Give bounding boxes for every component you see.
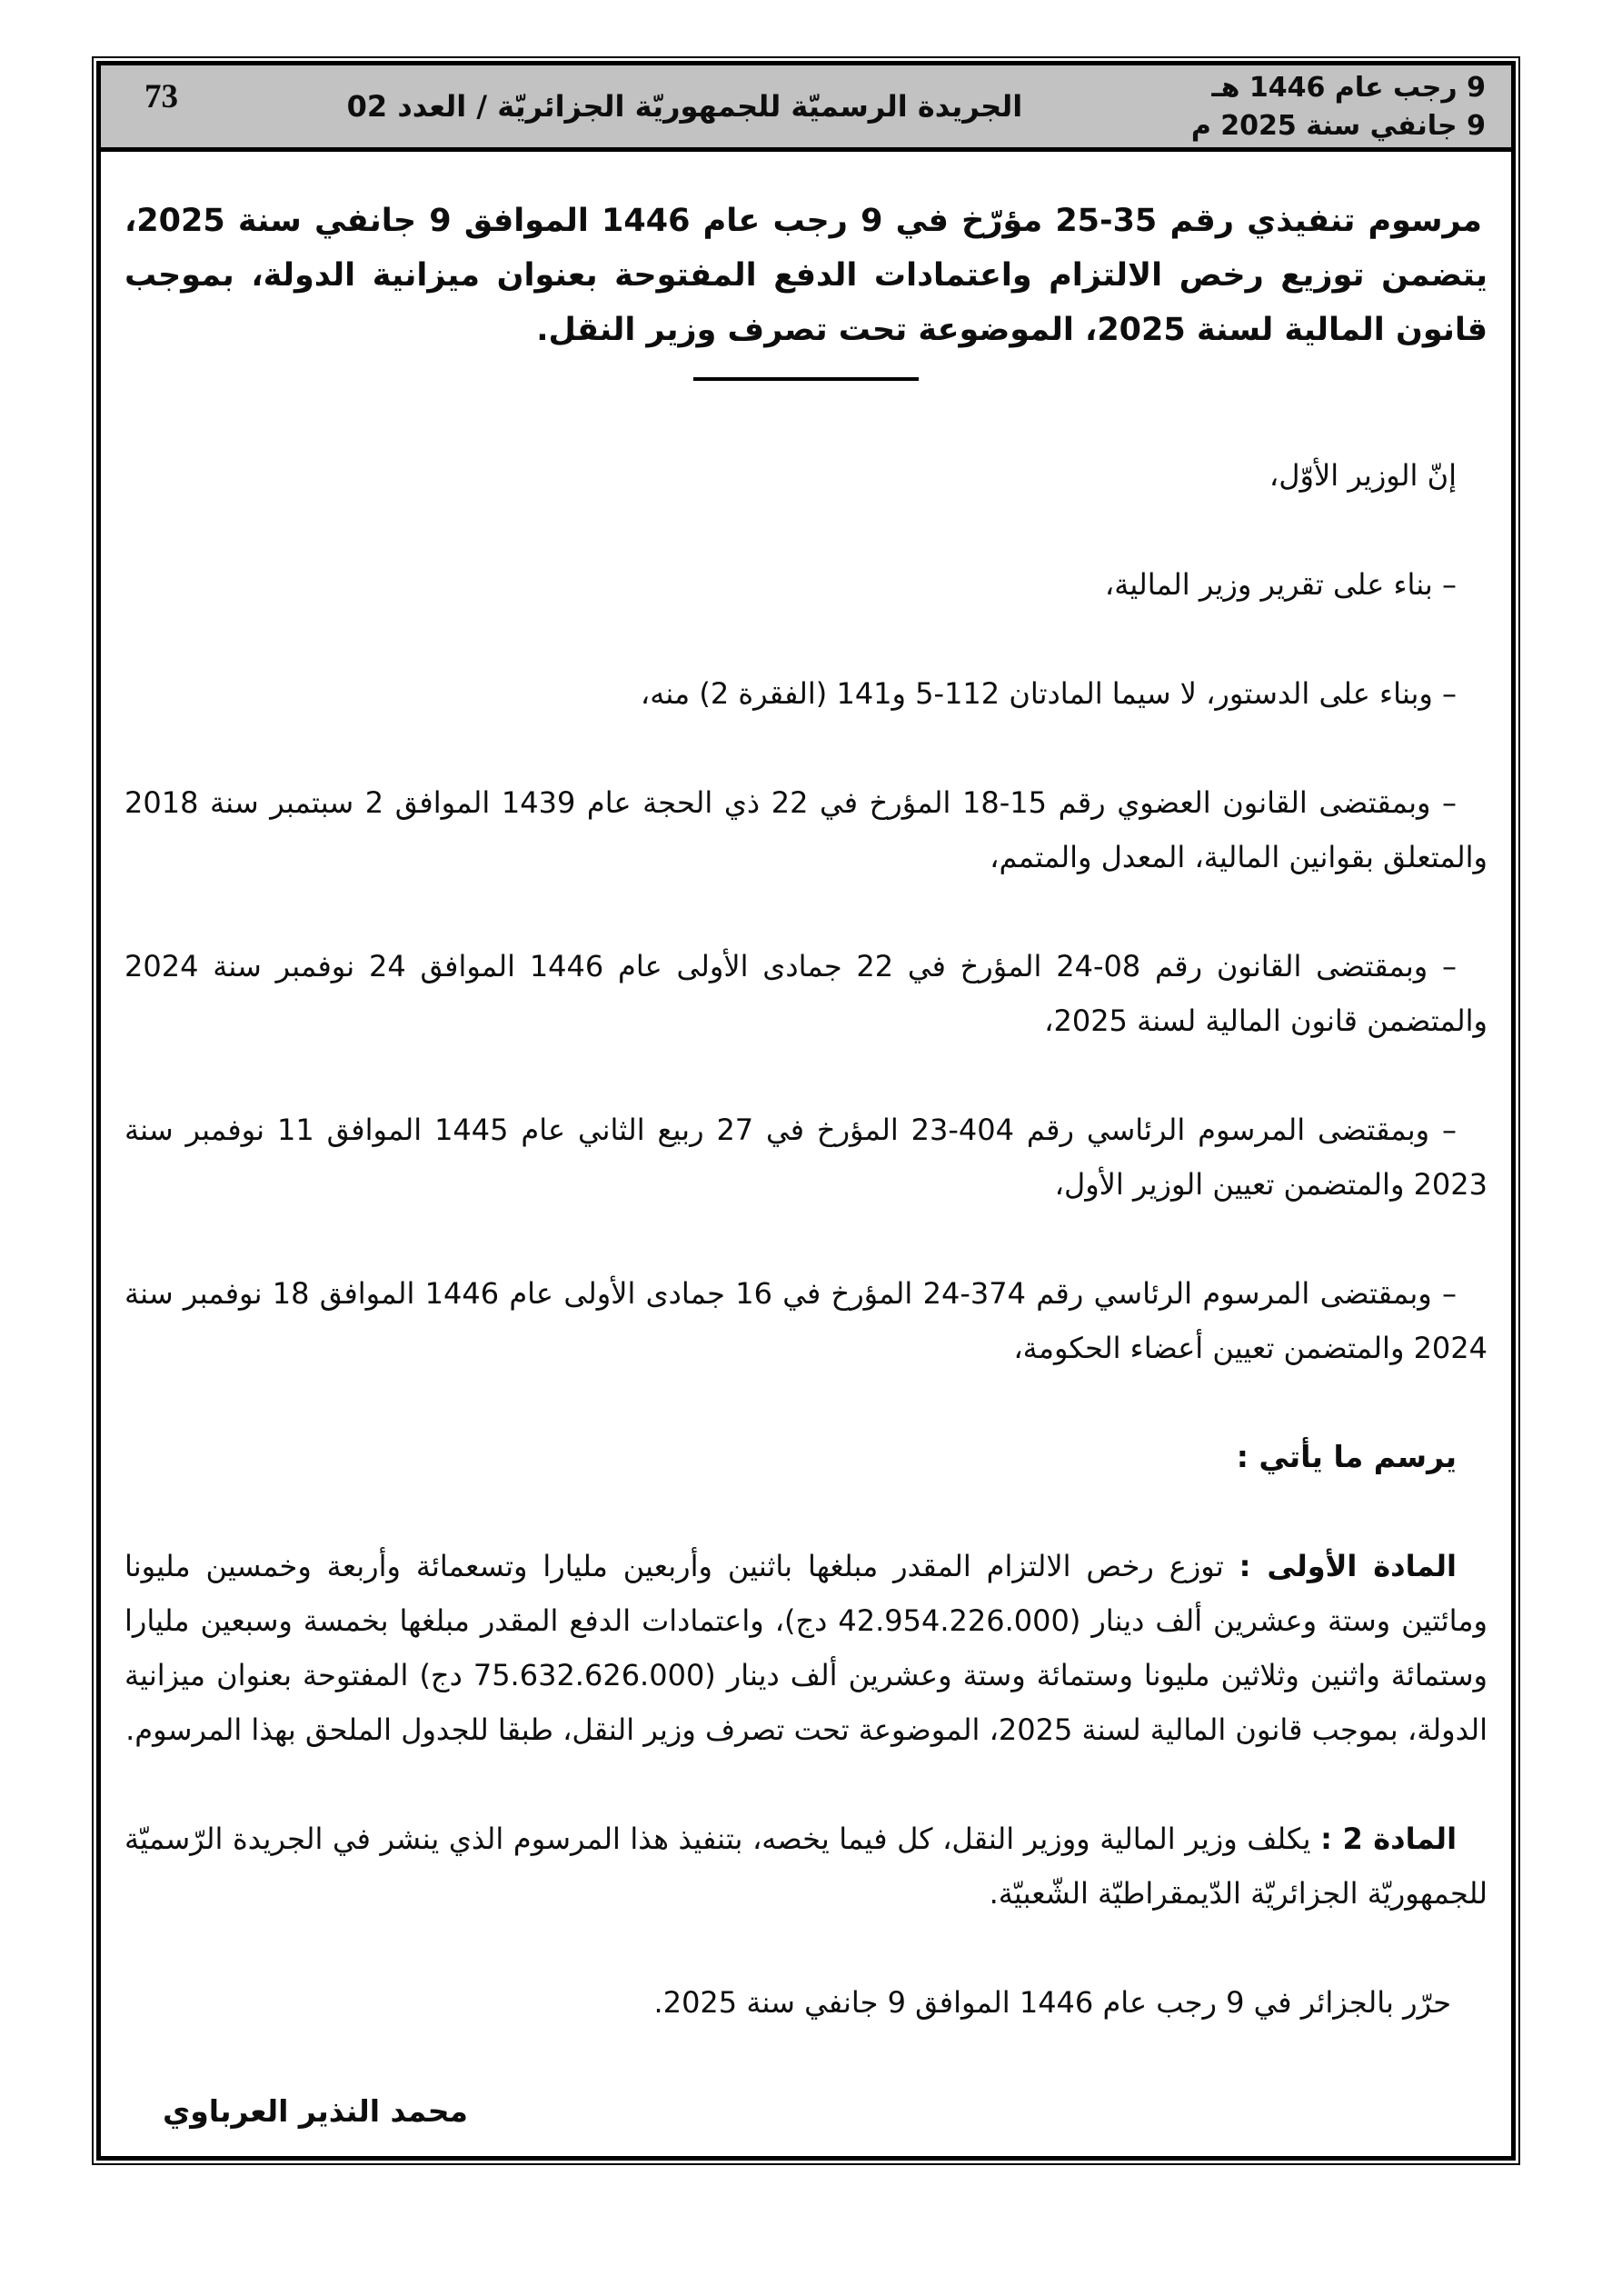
gregorian-date: 9 جانفي سنة 2025 م	[1190, 110, 1486, 142]
visa-paragraph: – وبمقتضى المرسوم الرئاسي رقم 374-24 المؤرخ في 16 جمادى الأولى عام 1446 الموافق 18 نوفمبر سنة 2024 والمتضمن تعيين أعضاء الحكومة،	[124, 1276, 1488, 1365]
article-2-label: المادة 2 :	[1320, 1822, 1458, 1856]
page-frame	[92, 56, 1520, 2165]
visa-paragraph: – وبمقتضى القانون رقم 08-24 المؤرخ في 22 جمادى الأولى عام 1446 الموافق 24 نوفمبر سنة 2024 والمتضمن قانون المالية لسنة 2025،	[124, 949, 1488, 1038]
hijri-date: 9 رجب عام 1446 هـ	[1211, 72, 1486, 104]
visa-paragraph: – وبمقتضى القانون العضوي رقم 15-18 المؤرخ في 22 ذي الحجة عام 1439 الموافق 2 سبتمبر سنة 2018 والمتعلق بقوانين المالية، المعدل والمتمم،	[124, 785, 1488, 874]
visa-paragraph: – بناء على تقرير وزير المالية،	[1104, 567, 1457, 602]
header-band	[101, 65, 1511, 152]
signature-name: محمد النذير العرباوي	[163, 2093, 468, 2129]
article-2-text: يكلف وزير المالية ووزير النقل، كل فيما يخصه، بتنفيذ هذا المرسوم الذي ينشر في الجريدة الرّسميّة للجمهوريّة الجزائريّة الدّيمقراطيّة الشّعبيّة.	[124, 1822, 1488, 1911]
decree-body	[101, 152, 1511, 2156]
visa-paragraph: – وبناء على الدستور، لا سيما المادتان 112-5 و141 (الفقرة 2) منه،	[640, 676, 1457, 711]
article-1-label: المادة الأولى :	[1239, 1549, 1458, 1583]
article-2	[124, 1812, 1488, 1921]
page-frame-inner	[96, 61, 1516, 2161]
enacting-formula: يرسم ما يأتي :	[1236, 1439, 1457, 1474]
article-1	[124, 1539, 1488, 1757]
article-1-text: توزع رخص الالتزام المقدر مبلغها باثنين وأربعين مليارا وتسعمائة وأربعة وخمسين مليونا ومائتين وستة وعشرين ألف دينار (42.954.226.000 دج)، واعتمادات الدفع المقدر مبلغها بخمسة وسبعين مليارا وستمائة واثنين وثلاثين مليونا وستمائة وستة وعشرين ألف دينار (75.632.626.000 دج) المفتوحة بعنوان ميزانية الدولة، بموجب قانون المالية لسنة 2025، الموضوعة تحت تصرف وزير النقل، طبقا للجدول الملحق بهذا المرسوم.	[124, 1549, 1488, 1747]
journal-title: الجريدة الرسميّة للجمهوريّة الجزائريّة / العدد 02	[346, 89, 1023, 124]
preamble-opening: إنّ الوزير الأوّل،	[1269, 458, 1457, 493]
header-dates	[1182, 67, 1511, 145]
issuance-line: حرّر بالجزائر في 9 رجب عام 1446 الموافق 9 جانفي سنة 2025.	[653, 1985, 1451, 2020]
title-separator	[693, 377, 919, 381]
decree-title: مرسوم تنفيذي رقم 35-25 مؤرّخ في 9 رجب عام 1446 الموافق 9 جانفي سنة 2025، يتضمن توزيع رخص الالتزام واعتمادات الدفع المفتوحة بعنوان ميزانية الدولة، بموجب قانون المالية لسنة 2025، الموضوعة تحت تصرف وزير النقل.	[124, 203, 1488, 348]
visa-paragraph: – وبمقتضى المرسوم الرئاسي رقم 404-23 المؤرخ في 27 ربيع الثاني عام 1445 الموافق 11 نوفمبر سنة 2023 والمتضمن تعيين الوزير الأول،	[124, 1113, 1488, 1202]
page-number: 73	[144, 77, 178, 115]
